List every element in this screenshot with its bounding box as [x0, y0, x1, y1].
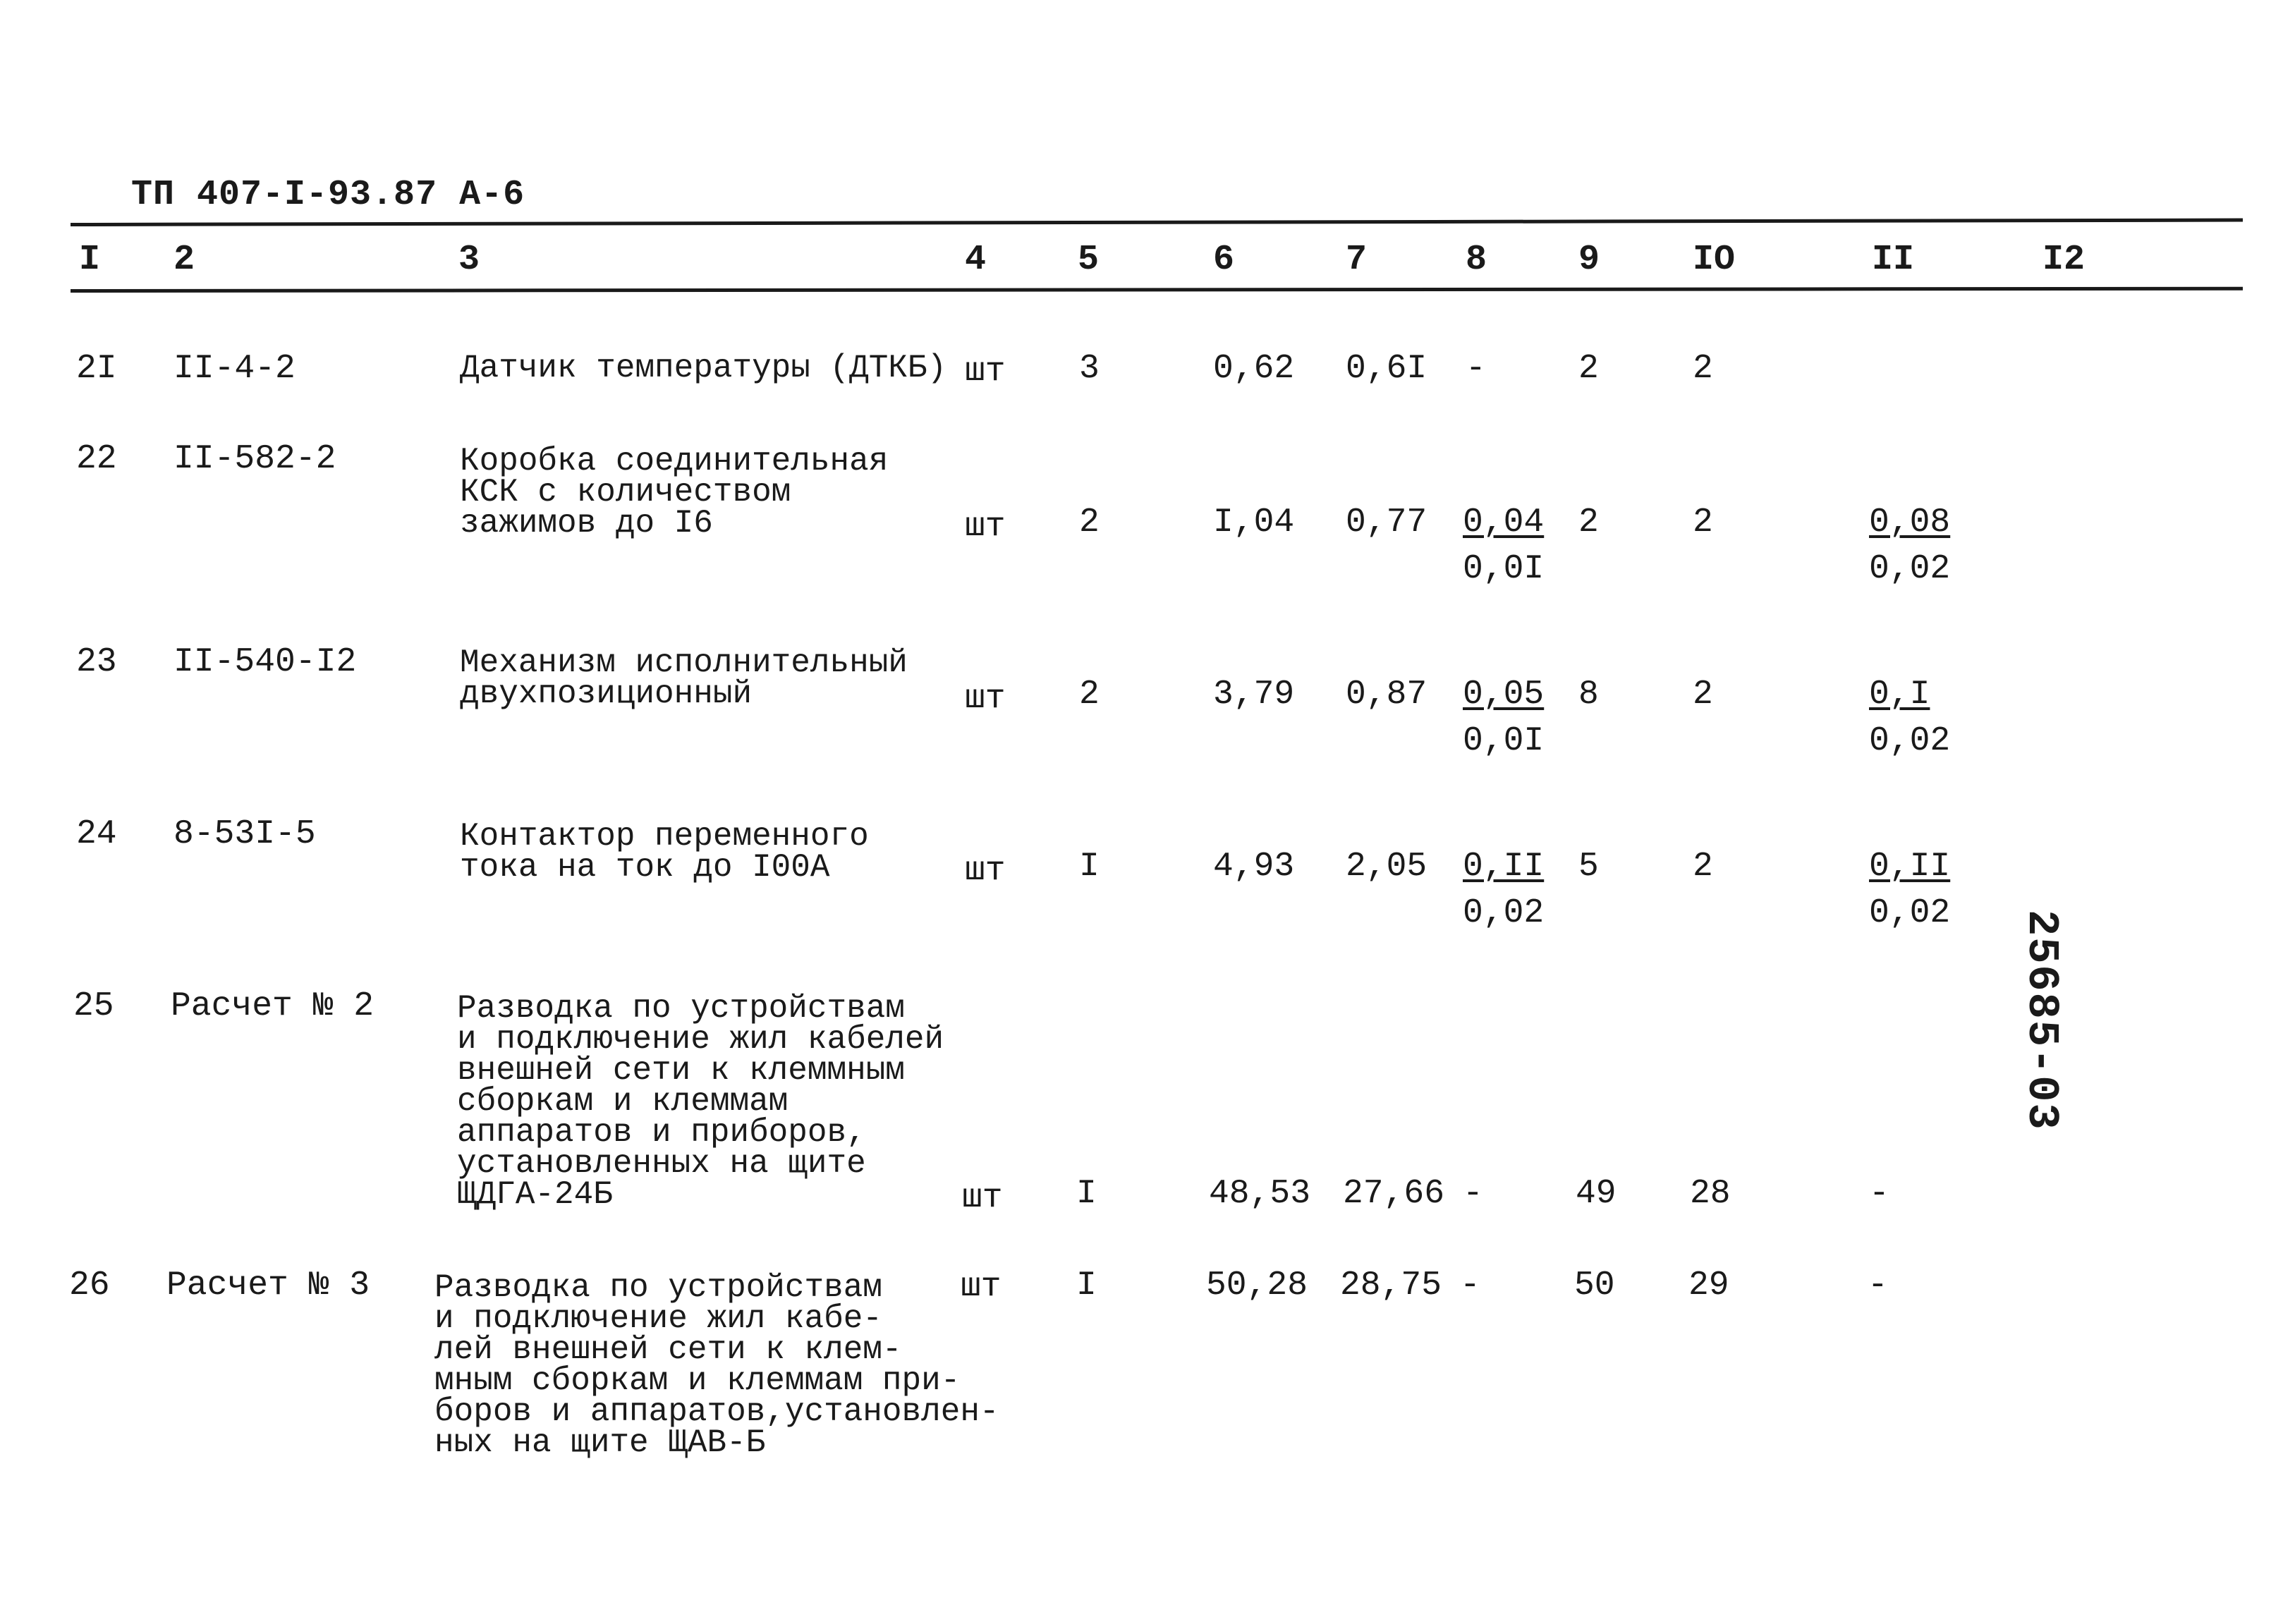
row-unit: шт: [965, 680, 1006, 718]
row-code: II-540-I2: [173, 643, 357, 681]
column-header-1: I: [79, 240, 101, 280]
column-header-10: IO: [1693, 240, 1736, 280]
column-header-2: 2: [173, 240, 195, 280]
row-col11-fraction: [1869, 671, 1950, 764]
row-description: Коробка соединительная КСК с количеством зажимов до I6: [460, 443, 889, 542]
row-col9: 2: [1578, 503, 1599, 542]
column-header-7: 7: [1346, 240, 1368, 280]
row-unit: шт: [965, 508, 1006, 546]
row-qty: 3: [1079, 350, 1100, 388]
row-col9: 50: [1574, 1266, 1615, 1305]
row-code: II-4-2: [173, 350, 296, 388]
column-header-9: 9: [1578, 240, 1600, 280]
row-unit: шт: [965, 852, 1006, 890]
row-col7: 0,6I: [1346, 350, 1427, 388]
row-col8-fraction: [1463, 671, 1544, 764]
row-col11-fraction: [1869, 499, 1950, 592]
fraction-denominator: 0,02: [1869, 550, 1951, 588]
row-number: 2I: [76, 350, 117, 388]
row-unit: шт: [961, 1268, 1002, 1306]
fraction-numerator: 0,I: [1869, 676, 1930, 714]
fraction-denominator: 0,0I: [1463, 722, 1545, 760]
row-col10: 28: [1690, 1175, 1731, 1213]
row-col6: 48,53: [1209, 1175, 1311, 1213]
row-col10: 2: [1693, 350, 1713, 388]
row-code: Расчет № 3: [166, 1266, 370, 1305]
side-document-number: 25685-03: [2016, 910, 2066, 1131]
row-col7: 27,66: [1343, 1175, 1445, 1213]
row-unit: шт: [962, 1179, 1003, 1217]
row-col8-fraction: [1463, 843, 1544, 936]
row-unit: шт: [965, 353, 1006, 391]
column-header-4: 4: [965, 240, 987, 280]
row-qty: I: [1076, 1266, 1097, 1305]
fraction-numerator: 0,II: [1869, 848, 1951, 886]
row-col10: 2: [1693, 503, 1713, 542]
row-qty: 2: [1079, 676, 1100, 714]
row-col7: 0,77: [1346, 503, 1427, 542]
row-col9: 5: [1578, 848, 1599, 886]
row-col8: -: [1466, 350, 1486, 388]
row-col6: I,04: [1213, 503, 1295, 542]
row-col10: 2: [1693, 848, 1713, 886]
fraction-numerator: 0,05: [1463, 676, 1545, 714]
row-qty: 2: [1079, 503, 1100, 542]
row-col11-fraction: [1869, 843, 1950, 936]
header-top-rule: [71, 219, 2243, 226]
row-col8: -: [1463, 1175, 1483, 1213]
row-code: II-582-2: [173, 440, 336, 478]
fraction-denominator: 0,02: [1463, 894, 1545, 932]
row-col6: 50,28: [1206, 1266, 1308, 1305]
column-header-8: 8: [1466, 240, 1487, 280]
row-col7: 0,87: [1346, 676, 1427, 714]
row-col7: 28,75: [1340, 1266, 1442, 1305]
column-header-12: I2: [2042, 240, 2086, 280]
row-col8: -: [1460, 1266, 1480, 1305]
column-header-5: 5: [1078, 240, 1100, 280]
row-description: Контактор переменного тока на ток до I00А: [460, 818, 869, 886]
row-number: 22: [76, 440, 117, 478]
fraction-numerator: 0,II: [1463, 848, 1545, 886]
row-col8-fraction: [1463, 499, 1544, 592]
row-col9: 8: [1578, 676, 1599, 714]
fraction-denominator: 0,02: [1869, 894, 1951, 932]
row-code: Расчет № 2: [171, 987, 375, 1025]
row-number: 24: [76, 815, 117, 853]
column-header-11: II: [1872, 240, 1915, 280]
row-col10: 29: [1688, 1266, 1729, 1305]
row-col11: -: [1869, 1175, 1889, 1213]
row-description: Механизм исполнительный двухпозиционный: [460, 645, 908, 712]
row-qty: I: [1076, 1175, 1097, 1213]
row-col6: 0,62: [1213, 350, 1295, 388]
column-header-3: 3: [458, 240, 480, 280]
row-number: 23: [76, 643, 117, 681]
fraction-numerator: 0,08: [1869, 503, 1951, 542]
fraction-denominator: 0,0I: [1463, 550, 1545, 588]
row-description: Датчик температуры (ДТКБ): [460, 350, 947, 386]
row-description: Разводка по устройствам и подключение жил кабелей внешней сети к клеммным сборкам и клеммам аппаратов и приборов, установленных на щите ЩДГА-24Б: [457, 990, 944, 1213]
column-header-6: 6: [1213, 240, 1235, 280]
header-bottom-rule: [71, 287, 2243, 293]
fraction-denominator: 0,02: [1869, 722, 1951, 760]
row-number: 26: [69, 1266, 110, 1305]
row-col11: -: [1868, 1266, 1888, 1305]
row-col9: 49: [1576, 1175, 1617, 1213]
row-col6: 3,79: [1213, 676, 1295, 714]
row-number: 25: [73, 987, 114, 1025]
row-qty: I: [1079, 848, 1100, 886]
row-col9: 2: [1578, 350, 1599, 388]
row-col7: 2,05: [1346, 848, 1427, 886]
row-code: 8-53I-5: [173, 815, 316, 853]
document-code: ТП 407-I-93.87 А-6: [131, 175, 525, 215]
row-description: Разводка по устройствам и подключение жил кабе- лей внешней сети к клем- мным сборкам и клеммам при- боров и аппаратов,установлен- ных на щите ЩАВ-Б: [434, 1269, 999, 1461]
row-col10: 2: [1693, 676, 1713, 714]
fraction-numerator: 0,04: [1463, 503, 1545, 542]
row-col6: 4,93: [1213, 848, 1295, 886]
